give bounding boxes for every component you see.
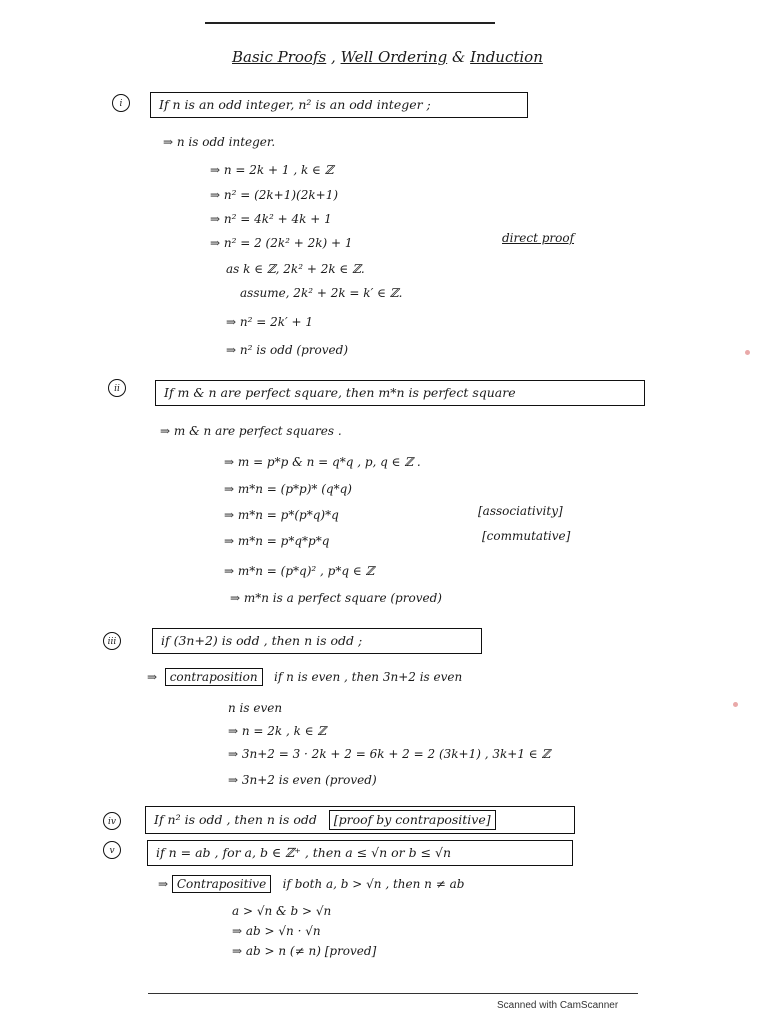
s2-line-7: ⇒ m*n is a perfect square (proved) <box>230 591 442 605</box>
s5-line-3: ⇒ ab > n (≠ n) [proved] <box>232 944 377 958</box>
s3-contra-text: if n is even , then 3n+2 is even <box>274 670 463 684</box>
section-1-number: i <box>112 94 130 112</box>
s5-line-2: ⇒ ab > √n · √n <box>232 924 321 938</box>
title-part1: Basic Proofs <box>232 48 327 66</box>
title-part3: Induction <box>470 48 543 66</box>
scanner-watermark: Scanned with CamScanner <box>497 1000 619 1011</box>
s1-line-7: assume, 2k² + 2k = k′ ∈ ℤ. <box>240 286 403 300</box>
s1-line-5: ⇒ n² = 2 (2k² + 2k) + 1 <box>210 236 353 250</box>
s2-line-2: ⇒ m = p*p & n = q*q , p, q ∈ ℤ . <box>224 455 421 469</box>
top-rule <box>205 22 495 24</box>
section-3-statement: if (3n+2) is odd , then n is odd ; <box>152 628 482 654</box>
s2-note-associativity: [associativity] <box>478 504 563 518</box>
s1-side-note: direct proof <box>502 231 575 245</box>
s5-contra-text: if both a, b > √n , then n ≠ ab <box>282 877 465 891</box>
section-4-tag: [proof by contrapositive] <box>329 810 496 830</box>
s1-line-2: ⇒ n = 2k + 1 , k ∈ ℤ <box>210 163 334 177</box>
s3-line-4: ⇒ 3n+2 is even (proved) <box>228 773 377 787</box>
s2-line-3: ⇒ m*n = (p*p)* (q*q) <box>224 482 352 496</box>
s1-line-8: ⇒ n² = 2k′ + 1 <box>226 315 314 329</box>
section-4-statement: If n² is odd , then n is odd <box>154 812 317 827</box>
s5-contra-line <box>158 875 464 893</box>
section-4-number: iv <box>103 812 121 830</box>
s3-arrow: ⇒ <box>147 670 165 684</box>
s3-line-3: ⇒ 3n+2 = 3 · 2k + 2 = 6k + 2 = 2 (3k+1) , 3k+1 ∈ ℤ <box>228 747 551 761</box>
s2-line-4: ⇒ m*n = p*(p*q)*q <box>224 508 339 522</box>
s2-line-1: ⇒ m & n are perfect squares . <box>160 424 342 438</box>
s3-line-2: ⇒ n = 2k , k ∈ ℤ <box>228 724 327 738</box>
bottom-rule <box>148 993 638 994</box>
s3-line-1: n is even <box>228 701 283 715</box>
section-5-statement: if n = ab , for a, b ∈ ℤ⁺ , then a ≤ √n or b ≤ √n <box>147 840 573 866</box>
s1-line-1: ⇒ n is odd integer. <box>163 135 276 149</box>
title-separator: , <box>331 48 336 66</box>
s1-line-3: ⇒ n² = (2k+1)(2k+1) <box>210 188 339 202</box>
page-title <box>232 48 543 66</box>
section-3-number: iii <box>103 632 121 650</box>
s2-note-commutative: [commutative] <box>482 529 571 543</box>
section-2-number: ii <box>108 379 126 397</box>
s2-line-5: ⇒ m*n = p*q*p*q <box>224 534 330 548</box>
section-1-statement: If n is an odd integer, n² is an odd integer ; <box>150 92 528 118</box>
red-mark <box>745 350 750 355</box>
title-part2: Well Ordering <box>340 48 448 66</box>
s1-line-4: ⇒ n² = 4k² + 4k + 1 <box>210 212 332 226</box>
section-5-number: v <box>103 841 121 859</box>
s5-arrow: ⇒ <box>158 877 172 891</box>
s3-contra-line <box>147 668 462 686</box>
s5-contra-label: Contrapositive <box>172 875 271 893</box>
red-mark <box>733 702 738 707</box>
s1-line-9: ⇒ n² is odd (proved) <box>226 343 349 357</box>
s2-line-6: ⇒ m*n = (p*q)² , p*q ∈ ℤ <box>224 564 375 578</box>
s5-line-1: a > √n & b > √n <box>232 904 332 918</box>
title-ampersand: & <box>451 48 466 66</box>
s1-line-6: as k ∈ ℤ, 2k² + 2k ∈ ℤ. <box>226 262 365 276</box>
section-4-box <box>145 806 575 834</box>
s3-contra-label: contraposition <box>165 668 263 686</box>
section-2-statement: If m & n are perfect square, then m*n is perfect square <box>155 380 645 406</box>
